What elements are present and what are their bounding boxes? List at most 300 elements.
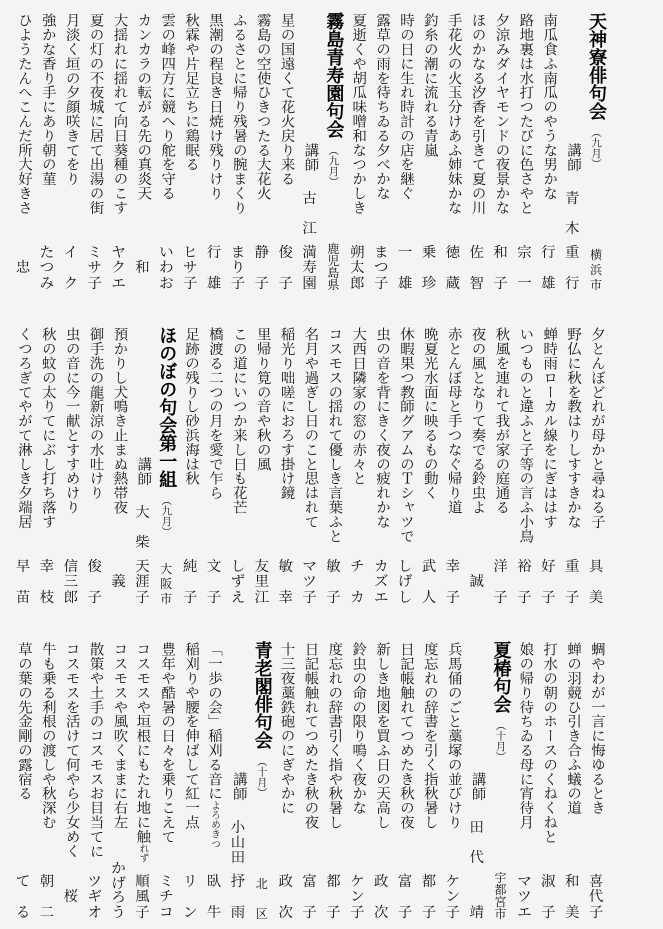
- glyph: ヤ: [111, 245, 126, 261]
- glyph: ズ: [373, 574, 389, 591]
- group-month: （九月）: [590, 127, 602, 169]
- group-title: 霧島青寿園句会: [323, 12, 345, 138]
- glyph: 市: [160, 592, 173, 606]
- haiku-text-main: 「一歩の会」稲刈る音に: [206, 642, 222, 801]
- glyph: 人: [421, 589, 437, 606]
- glyph: 重: [564, 559, 580, 575]
- glyph: 幸: [445, 559, 461, 575]
- glyph: 静: [254, 245, 270, 261]
- haiku-author: [11, 560, 35, 605]
- glyph: サ: [182, 260, 198, 277]
- haiku-text: 赤とんぼ母と手つなぐ帰り道: [445, 327, 462, 515]
- teacher-family-name: [298, 192, 322, 236]
- haiku-column: [417, 314, 441, 614]
- haiku-column: [417, 0, 441, 300]
- glyph: 江: [254, 589, 270, 606]
- haiku-text: 稲光り咄嗟におろす掛け鏡: [278, 327, 295, 500]
- glyph: 臥: [206, 874, 222, 890]
- glyph: 行: [541, 245, 556, 261]
- teacher-column: [131, 314, 155, 614]
- glyph: る: [15, 904, 31, 921]
- haiku-column: [345, 314, 369, 614]
- haiku-text: 稲刈りや腰を伸ばして紅一点: [183, 642, 200, 830]
- haiku-text: 打水の朝のホースのくねくねと: [541, 642, 558, 844]
- haiku-text: 秋風を連れて我が家の庭通る: [493, 327, 510, 515]
- haiku-text: 手花火の火玉分けあふ姉妹かな: [445, 13, 462, 215]
- glyph: 寿: [302, 260, 317, 277]
- glyph: 江: [302, 220, 317, 237]
- haiku-text-condensed: れず: [137, 843, 149, 863]
- haiku-author: [441, 875, 465, 920]
- glyph: 誠: [469, 574, 484, 591]
- haiku-text: 日記帳触れてつめたき秋の夜: [398, 642, 414, 830]
- glyph: 古: [302, 191, 317, 207]
- glyph: 朝: [39, 874, 55, 890]
- haiku-column: [11, 629, 35, 929]
- glyph: ギ: [87, 889, 102, 906]
- haiku-text: ふるさとに帰り残暑の腕まくり: [230, 13, 247, 215]
- haiku-text: 月淡く垣の夕顔咲きてをり: [63, 13, 80, 186]
- teacher-location: [489, 872, 513, 920]
- glyph: ミ: [159, 874, 174, 890]
- teacher-location: [322, 243, 346, 291]
- haiku-author: [59, 246, 83, 291]
- haiku-text: [202, 642, 226, 848]
- glyph: 二: [39, 904, 55, 921]
- haiku-author: [226, 246, 250, 291]
- glyph: 武: [421, 559, 437, 575]
- haiku-author: [59, 560, 83, 605]
- haiku-author: [83, 875, 107, 920]
- glyph: 子: [445, 904, 461, 921]
- glyph: 和: [564, 874, 580, 890]
- glyph: コ: [159, 904, 174, 921]
- glyph: 喜: [588, 874, 604, 890]
- haiku-author: [417, 875, 441, 920]
- haiku-text: 牛も乗る利根の渡しや秋深む: [39, 642, 56, 830]
- haiku-author: [131, 246, 155, 291]
- haiku-text: 夕とんぼどれが母かと尋ねる子: [589, 327, 605, 529]
- glyph: り: [230, 260, 246, 277]
- glyph: 子: [302, 904, 317, 921]
- glyph: 幸: [39, 559, 55, 575]
- haiku-text: 露草の雨を待ちゐる夕べかな: [374, 13, 391, 201]
- haiku-text: 散策や土手のコスモスお目当てに: [87, 642, 104, 858]
- haiku-column: [35, 629, 59, 929]
- group-month: （九月）: [327, 145, 340, 187]
- haiku-column: [83, 0, 107, 300]
- glyph: 園: [302, 275, 317, 292]
- glyph: 子: [445, 589, 461, 606]
- glyph: 子: [87, 275, 102, 292]
- glyph: 好: [541, 559, 556, 575]
- glyph: ツ: [87, 874, 102, 890]
- glyph: 蔵: [445, 275, 461, 292]
- glyph: 里: [254, 574, 270, 591]
- haiku-text: 鈴虫の命の限り鳴く夜かな: [350, 642, 367, 815]
- glyph: 政: [278, 874, 293, 890]
- glyph: 雨: [230, 904, 246, 921]
- haiku-column: [584, 629, 608, 929]
- haiku-text: 夏の灯の不夜城に居て出湯の街: [87, 13, 104, 215]
- haiku-author: [536, 246, 560, 291]
- glyph: 小: [230, 820, 246, 836]
- glyph: 木: [564, 220, 580, 237]
- haiku-column: [226, 314, 250, 614]
- haiku-column: [298, 314, 322, 614]
- glyph: 忠: [15, 260, 31, 277]
- glyph: 郎: [63, 589, 79, 606]
- haiku-text: 雲の峰四方に競へり舵を守る: [159, 13, 176, 201]
- haiku-text: 秋霖や片足立ちに鶏眠る: [183, 13, 200, 172]
- glyph: 淑: [541, 874, 556, 890]
- haiku-text: 大揺れに揺れて向日葵種のこす: [111, 13, 128, 215]
- haiku-column: [513, 314, 537, 614]
- teacher-location: [250, 878, 274, 920]
- glyph: 俊: [278, 245, 293, 261]
- group-month: （九月）: [160, 495, 173, 537]
- glyph: 子: [326, 904, 341, 921]
- haiku-author: [513, 246, 537, 291]
- glyph: ン: [182, 904, 198, 921]
- group-title-column: [250, 629, 274, 929]
- haiku-text: 秋の蚊の太りてにぶし打ち落す: [39, 327, 56, 529]
- group-title: 天神寮俳句会: [586, 12, 607, 120]
- haiku-author: [154, 875, 178, 920]
- haiku-text: 兵馬俑のごと藁塚の並びけり: [445, 642, 462, 830]
- haiku-text: ほのかなる汐香を引きて夏の川: [469, 13, 486, 215]
- glyph: か: [111, 861, 126, 878]
- glyph: マ: [517, 874, 532, 890]
- glyph: 子: [87, 589, 102, 606]
- haiku-author: [560, 560, 584, 605]
- haiku-column: [369, 629, 393, 929]
- glyph: 市: [494, 907, 507, 921]
- haiku-text: 虫の音に今一献とすすめけり: [63, 327, 80, 515]
- haiku-column: [369, 314, 393, 614]
- glyph: ろ: [111, 890, 126, 907]
- glyph: 乗: [421, 245, 437, 261]
- glyph: 信: [63, 559, 79, 575]
- haiku-author: [369, 875, 393, 920]
- glyph: ミ: [87, 245, 102, 261]
- teacher-column: [560, 0, 584, 300]
- haiku-author: [154, 246, 178, 291]
- haiku-text: 蜩やわが一言に悔ゆるとき: [589, 642, 605, 815]
- haiku-author: [107, 560, 131, 605]
- glyph: ク: [111, 260, 126, 277]
- haiku-text: 時の日に生れ時計の店を継ぐ: [398, 13, 414, 201]
- haiku-column: [560, 629, 584, 929]
- glyph: 都: [421, 874, 437, 890]
- glyph: げ: [397, 574, 413, 591]
- haiku-column: [489, 314, 513, 614]
- haiku-column: [154, 629, 178, 929]
- glyph: 順: [135, 874, 150, 890]
- haiku-column: [202, 314, 226, 614]
- haiku-column: [59, 0, 83, 300]
- haiku-text: コスモスの揺れて優しき言葉ふと: [326, 327, 343, 543]
- middle-band: [11, 314, 608, 614]
- haiku-text: 野仏に秋を教はりしすすきかな: [565, 327, 582, 529]
- glyph: ず: [230, 574, 246, 591]
- group-title-column: [322, 0, 346, 300]
- haiku-column: [298, 629, 322, 929]
- glyph: 子: [135, 589, 150, 606]
- glyph: 雄: [541, 275, 556, 292]
- haiku-text: ひようたんへこんだ所大好きさ: [16, 13, 32, 215]
- glyph: 大: [135, 505, 150, 521]
- haiku-author: [107, 246, 131, 291]
- haiku-text: 夏逝くや胡瓜味噌和なつかしき: [350, 13, 367, 215]
- top-band: [11, 0, 608, 300]
- teacher-given-name: [131, 560, 155, 605]
- glyph: 郎: [350, 275, 365, 292]
- haiku-column: [441, 0, 465, 300]
- haiku-column: [107, 314, 131, 614]
- haiku-column: [536, 629, 560, 929]
- glyph: 子: [397, 904, 413, 921]
- haiku-author: [417, 246, 441, 291]
- glyph: 雄: [206, 275, 222, 292]
- haiku-text: [131, 642, 155, 863]
- glyph: 靖: [469, 904, 484, 921]
- glyph: 児: [327, 254, 340, 268]
- glyph: 枝: [39, 589, 55, 606]
- glyph: 子: [278, 275, 293, 292]
- glyph: 次: [278, 904, 293, 921]
- glyph: 子: [135, 904, 150, 921]
- haiku-column: [35, 314, 59, 614]
- haiku-text: 強かな香り手にあり朝の菫: [39, 13, 56, 186]
- glyph: お: [159, 275, 174, 292]
- haiku-text: 度忘れの辞書引く指や秋暑し: [326, 642, 343, 830]
- glyph: 牛: [206, 904, 222, 921]
- haiku-column: [465, 0, 489, 300]
- glyph: 俊: [87, 559, 102, 575]
- haiku-author: [345, 560, 369, 605]
- haiku-text: 草の葉の先金剛の露宿る: [16, 642, 32, 801]
- haiku-column: [250, 314, 274, 614]
- haiku-author: [369, 560, 393, 605]
- group-month: （十月）: [494, 720, 507, 762]
- glyph: 子: [230, 275, 246, 292]
- glyph: カ: [373, 559, 389, 575]
- haiku-column: [178, 0, 202, 300]
- teacher-family-name: [131, 506, 155, 550]
- glyph: 智: [469, 275, 484, 292]
- haiku-text: 星の国遠くて花火戻り来る: [278, 13, 295, 186]
- glyph: チ: [159, 889, 174, 906]
- haiku-text: 御手洗の龍新涼の水吐けり: [87, 327, 104, 500]
- haiku-text: 大西日隣家の窓の赤々と: [350, 327, 367, 486]
- haiku-author: [59, 875, 83, 920]
- glyph: 子: [517, 589, 532, 606]
- glyph: 純: [182, 559, 198, 575]
- glyph: オ: [87, 904, 102, 921]
- haiku-column: [154, 0, 178, 300]
- glyph: 子: [493, 589, 508, 606]
- haiku-column: [322, 314, 346, 614]
- glyph: 行: [206, 245, 222, 261]
- glyph: イ: [63, 245, 79, 261]
- glyph: 三: [63, 574, 79, 591]
- haiku-author: [560, 875, 584, 920]
- glyph: つ: [39, 260, 55, 277]
- teacher-location: [154, 563, 178, 605]
- haiku-column: [178, 314, 202, 614]
- glyph: 田: [230, 849, 246, 866]
- glyph: ツ: [517, 889, 532, 906]
- glyph: エ: [111, 275, 126, 292]
- glyph: 県: [327, 278, 340, 292]
- glyph: て: [15, 874, 31, 890]
- haiku-author: [202, 560, 226, 605]
- glyph: げ: [111, 875, 126, 892]
- glyph: 子: [206, 589, 222, 606]
- glyph: 子: [373, 275, 389, 292]
- haiku-column: [250, 0, 274, 300]
- glyph: 富: [302, 874, 317, 890]
- glyph: 代: [588, 889, 604, 906]
- haiku-author: [393, 246, 417, 291]
- glyph: 敏: [278, 559, 293, 575]
- glyph: 満: [302, 245, 317, 261]
- glyph: 美: [588, 589, 604, 606]
- group-title-column: [489, 629, 513, 929]
- haiku-column: [513, 629, 537, 929]
- glyph: 涯: [135, 574, 150, 591]
- haiku-text: コスモスを活けて何やら少女めく: [63, 642, 80, 858]
- glyph: た: [39, 245, 55, 261]
- haiku-text: 預かりし犬鳴き止まぬ熱帯夜: [111, 327, 128, 515]
- haiku-author: [513, 875, 537, 920]
- haiku-column: [131, 629, 155, 929]
- haiku-author: [11, 875, 35, 920]
- glyph: ケ: [445, 874, 461, 890]
- glyph: 政: [373, 874, 389, 890]
- haiku-text-condensed: よろめきつ: [209, 800, 220, 849]
- haiku-author: [417, 560, 441, 605]
- group-heading: [250, 641, 274, 798]
- haiku-author: [513, 560, 537, 605]
- teacher-family-name: [465, 821, 489, 865]
- glyph: チ: [350, 559, 365, 575]
- glyph: え: [230, 589, 246, 606]
- glyph: 一: [517, 275, 532, 292]
- haiku-column: [536, 0, 560, 300]
- haiku-author: [178, 875, 202, 920]
- haiku-author: [441, 560, 465, 605]
- haiku-author: [83, 560, 107, 605]
- haiku-author: [322, 560, 346, 605]
- haiku-text: 日記帳触れてつめたき秋の夜: [302, 642, 319, 830]
- glyph: 佐: [469, 245, 484, 261]
- teacher-label: 講師: [565, 143, 582, 172]
- haiku-text: 晩夏光水面に映るもの動く: [421, 327, 438, 500]
- teacher-label: 講師: [469, 772, 486, 801]
- haiku-column: [513, 0, 537, 300]
- haiku-text: くつろぎてやがて淋しき夕端居: [16, 327, 32, 529]
- glyph: 大: [160, 562, 173, 576]
- glyph: ケ: [350, 874, 365, 890]
- glyph: 鹿: [327, 242, 340, 256]
- glyph: う: [111, 904, 126, 921]
- haiku-author: [178, 246, 202, 291]
- haiku-author: [11, 246, 35, 291]
- teacher-given-name: [465, 875, 489, 920]
- glyph: 子: [421, 904, 437, 921]
- glyph: 和: [135, 260, 150, 277]
- glyph: ヒ: [182, 245, 198, 261]
- glyph: 青: [564, 191, 580, 207]
- glyph: 抒: [230, 874, 246, 890]
- glyph: 文: [206, 559, 222, 575]
- teacher-family-name: [226, 821, 250, 865]
- teacher-column: [298, 0, 322, 300]
- glyph: 子: [302, 589, 317, 606]
- haiku-column: [465, 314, 489, 614]
- teacher-family-name: [560, 192, 584, 236]
- glyph: ま: [230, 245, 246, 261]
- haiku-author: [393, 875, 417, 920]
- glyph: 子: [493, 275, 508, 292]
- haiku-text: コスモスや風吹くままに右左: [111, 642, 128, 830]
- haiku-column: [322, 629, 346, 929]
- haiku-column: [274, 0, 298, 300]
- haiku-text: 娘の帰り待ちゐる母に宵待月: [517, 642, 534, 830]
- glyph: 天: [135, 559, 150, 575]
- haiku-column: [59, 314, 83, 614]
- haiku-column: [11, 0, 35, 300]
- haiku-text-main: コスモスや垣根にもたれ地に触: [134, 642, 151, 844]
- glyph: 阪: [160, 577, 173, 591]
- haiku-author: [298, 560, 322, 605]
- teacher-column: [226, 629, 250, 929]
- glyph: 都: [494, 883, 507, 897]
- glyph: 子: [182, 275, 198, 292]
- haiku-text: 蝉の羽競ひ引き合ふ蟻の道: [565, 642, 582, 815]
- haiku-column: [107, 0, 131, 300]
- glyph: 柴: [135, 534, 150, 551]
- glyph: ン: [350, 889, 365, 906]
- glyph: 浜: [590, 263, 603, 277]
- haiku-author: [35, 560, 59, 605]
- haiku-column: [202, 629, 226, 929]
- haiku-column: [536, 314, 560, 614]
- haiku-column: [274, 629, 298, 929]
- glyph: 一: [397, 245, 413, 261]
- haiku-column: [83, 629, 107, 929]
- haiku-author: [274, 875, 298, 920]
- group-title: 夏椿句会: [490, 641, 512, 713]
- glyph: 桜: [63, 889, 79, 906]
- haiku-text: いつものと違ふと子等の言ふ小鳥: [517, 327, 534, 543]
- glyph: み: [39, 275, 55, 292]
- haiku-author: [131, 875, 155, 920]
- glyph: 子: [541, 589, 556, 606]
- glyph: 富: [397, 874, 413, 890]
- group-title: 青老閣俳句会: [251, 641, 273, 749]
- haiku-column: [107, 629, 131, 929]
- haiku-author: [202, 246, 226, 291]
- glyph: 重: [564, 245, 580, 261]
- glyph: 洋: [493, 559, 508, 575]
- haiku-author: [465, 560, 489, 605]
- haiku-column: [393, 629, 417, 929]
- glyph: 区: [255, 907, 268, 921]
- haiku-author: [369, 246, 393, 291]
